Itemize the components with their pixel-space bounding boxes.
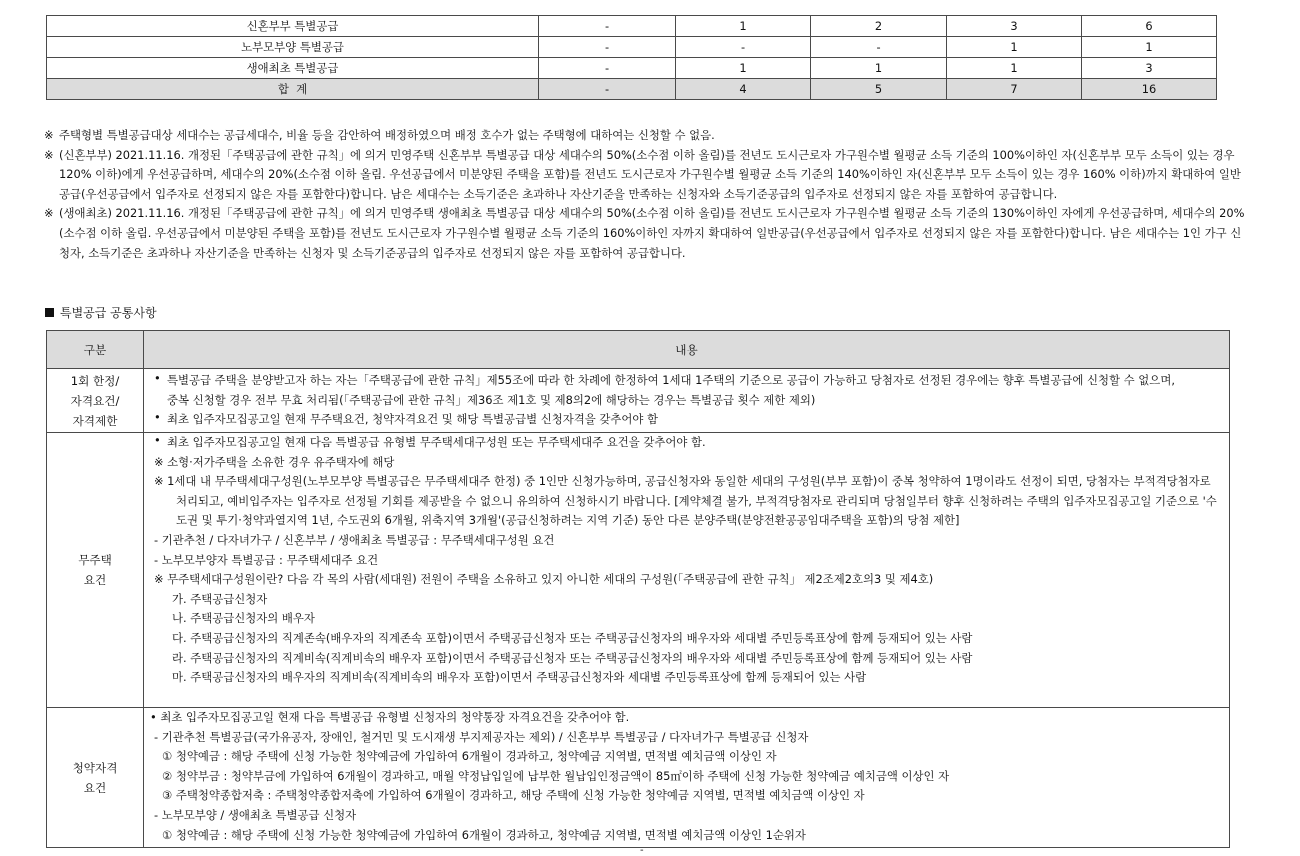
note-mark: ※: [44, 147, 54, 162]
table-cell: 4: [676, 79, 811, 100]
dash-line: - 노부모부양자 특별공급 : 무주택세대주 요건: [154, 552, 379, 567]
bullet-text: 특별공급 주택을 분양받고자 하는 자는「주택공급에 관한 규칙」제55조에 따라 한 차례에 한정하여 1세대 1주택의 기준으로 공급이 가능하고 당첨자로 선정된 경우에는 향후 특별공급에 신청할 수 없으며, 중복 신청할 경우 전부 무효 처리됨(「주택공급에 관한 규칙」제36조 제1호 및 제8의2에 해당하는 경우는 특별공급 횟수 제한 제외): [167, 373, 1175, 407]
table-cell: -: [811, 37, 947, 58]
row-label: 생애최초 특별공급: [47, 58, 539, 79]
square-bullet-icon: [45, 308, 54, 317]
category-line: 요건: [83, 573, 107, 587]
list-item: 나. 주택공급신청자의 배우자: [172, 611, 315, 626]
note-line: ※ 무주택세대구성원이란? 다음 각 목의 사람(세대원) 전원이 주택을 소유하고 있지 아니한 세대의 구성원(「주택공급에 관한 규칙」 제2조제2호의3 및 제4호): [154, 572, 934, 587]
category-cell: [47, 708, 144, 848]
list-item: 라. 주택공급신청자의 직계비속(직계비속의 배우자 포함)이면서 주택공급신청자 또는 주택공급신청자의 배우자와 세대별 주민등록표상에 함께 등재되어 있는 사람: [172, 650, 973, 665]
category-cell: [47, 369, 144, 433]
category-line: 자격제한: [72, 413, 118, 428]
note-newlywed: [44, 146, 1249, 205]
note-hanging: [154, 472, 1229, 531]
bullet-icon: •: [154, 433, 161, 447]
bullet-icon: •: [154, 410, 161, 425]
note-text: 주택형별 특별공급대상 세대수는 공급세대수, 비율 등을 감안하여 배정하였으며 배정 호수가 없는 주택형에 대하여는 신청할 수 없음.: [59, 128, 715, 142]
row-homeless-requirement: [47, 433, 1230, 708]
content-cell: [144, 433, 1230, 708]
table-cell: 1: [1082, 37, 1217, 58]
note-line: ※ 소형·저가주택을 소유한 경우 유주택자에 해당: [154, 454, 395, 469]
column-header-category: 구분: [47, 331, 144, 369]
row-once-limit: [47, 369, 1230, 433]
dash-line: - 노부모부양 / 생애최초 특별공급 신청자: [154, 807, 357, 822]
table-row: [47, 37, 1217, 58]
table-cell: 1: [947, 37, 1082, 58]
category-line: 무주택: [78, 553, 112, 567]
table-cell: 16: [1082, 79, 1217, 100]
common-requirements-table: [46, 330, 1230, 848]
total-row: [47, 79, 1217, 100]
bullet-item: [154, 433, 1229, 453]
note-mark: ※: [44, 128, 54, 142]
list-item: 마. 주택공급신청자의 배우자의 직계비속(직계비속의 배우자 포함)이면서 주택공급신청자와 세대별 주민등록표상에 함께 등재되어 있는 사람: [172, 670, 867, 685]
note-mark: ※: [44, 206, 54, 221]
note-text: ※ 1세대 내 무주택세대구성원(노부모부양 특별공급은 무주택세대주 한정) 중 1인만 신청가능하며, 공급신청자와 동일한 세대의 구성원(부부 포함)이 중복 청약하여 1명이라도 선정이 되면, 당첨자는 부적격당첨자로 처리되고, 예비입주자는 입주자로 선정될 기회를 제공받을 수 없으니 유의하여 신청하시기 바랍니다. [계약체결 불가, 부적격당첨자로 관리되며 당첨일부터 향후 신청하려는 주택의 입주자모집공고일 기준으로 '수도권 및 투기·청약과열지역 1년, 수도권외 6개월, 위축지역 3개월'(공급신청하려는 지역 기준) 동안 다른 분양주택(분양전환공공임대주택을 포함)의 당첨 제한]: [154, 474, 1217, 528]
table-cell: -: [539, 16, 676, 37]
list-item: 다. 주택공급신청자의 직계존속(배우자의 직계존속 포함)이면서 주택공급신청자 또는 주택공급신청자의 배우자와 세대별 주민등록표상에 함께 등재되어 있는 사람: [172, 630, 973, 645]
section-heading: [45, 304, 157, 322]
row-subscription-requirement: [47, 708, 1230, 848]
category-cell: [47, 433, 144, 708]
table-cell: 1: [676, 58, 811, 79]
page-number: -: [640, 845, 644, 856]
supply-count-table: [46, 15, 1217, 100]
table-row: [47, 16, 1217, 37]
circled-item: ① 청약예금 : 해당 주택에 신청 가능한 청약예금에 가입하여 6개월이 경과하고, 청약예금 지역별, 면적별 예치금액 이상인 1순위자: [162, 827, 806, 842]
table-cell: 1: [811, 58, 947, 79]
circled-item: ① 청약예금 : 해당 주택에 신청 가능한 청약예금에 가입하여 6개월이 경과하고, 청약예금 지역별, 면적별 예치금액 이상인 자: [162, 749, 777, 764]
category-line: 1회 한정/: [70, 373, 120, 388]
column-header-content: 내용: [144, 331, 1230, 369]
bullet-text: 최초 입주자모집공고일 현재 다음 특별공급 유형별 무주택세대구성원 또는 무주택세대주 요건을 갖추어야 함.: [167, 435, 706, 449]
category-line: 청약자격: [72, 760, 118, 775]
table-cell: 2: [811, 16, 947, 37]
section-title: 특별공급 공통사항: [60, 306, 157, 320]
table-cell: 1: [947, 58, 1082, 79]
table-cell: -: [539, 79, 676, 100]
table-cell: 6: [1082, 16, 1217, 37]
dash-line: - 기관추천 특별공급(국가유공자, 장애인, 철거민 및 도시재생 부지제공자는 제외) / 신혼부부 특별공급 / 다자녀가구 특별공급 신청자: [154, 729, 809, 744]
note-text: (신혼부부) 2021.11.16. 개정된「주택공급에 관한 규칙」에 의거 민영주택 신혼부부 특별공급 대상 세대수의 50%(소수점 이하 올림)를 전년도 도시근로자 가구원수별 월평균 소득 기준의 100%이하인 자(신혼부부 모두 소득이 있는 경우 120% 이하)에게 우선공급하며, 세대수의 20%(소수점 이하 올림. 우선공급에서 미분양된 주택을 포함)를 전년도 도시근로자 가구원수별 월평균 소득 기준의 140%이하인 자(신혼부부 모두 소득이 있는 경우 160% 이하)까지 확대하여 일반공급(우선공급에서 입주자로 선정되지 않은 자를 포함한다)합니다. 남은 세대수는 소득기준은 초과하나 자산기준을 만족하는 신청자와 소득기준공급의 입주자로 선정되지 않은 자를 포함하여 공급합니다.: [59, 147, 1241, 201]
category-line: 자격요건/: [70, 393, 120, 408]
dash-line: - 기관추천 / 다자녀가구 / 신혼부부 / 생애최초 특별공급 : 무주택세대구성원 요건: [154, 532, 555, 547]
note-text: (생애최초) 2021.11.16. 개정된「주택공급에 관한 규칙」에 의거 민영주택 생애최초 특별공급 대상 세대수의 50%(소수점 이하 올림)를 전년도 도시근로자 가구원수별 월평균 소득 기준의 130%이하인 자에게 우선공급하며, 세대수의 20%(소수점 이하 올림. 우선공급에서 미분양된 주택을 포함)를 전년도 도시근로자 가구원수별 월평균 소득 기준의 160%이하인 자까지 확대하여 일반공급(우선공급에서 입주자로 선정되지 않은 자를 포함한다)합니다. 남은 세대수는 1인 가구 신청자, 소득기준은 초과하나 자산기준을 만족하는 신청자 및 소득기준공급의 입주자로 선정되지 않은 자를 포함하여 공급합니다.: [59, 206, 1245, 260]
bullet-item: [154, 371, 1229, 410]
table-cell: 3: [947, 16, 1082, 37]
table-cell: 7: [947, 79, 1082, 100]
list-item: 가. 주택공급신청자: [172, 591, 268, 606]
total-label: 합 계: [47, 79, 539, 100]
bullet-text: 최초 입주자모집공고일 현재 무주택요건, 청약자격요건 및 해당 특별공급별 신청자격을 갖추어야 함: [167, 412, 658, 427]
header-row: [47, 331, 1230, 369]
note-first-time: [44, 204, 1249, 263]
row-label: 노부모부양 특별공급: [47, 37, 539, 58]
bullet-line: • 최초 입주자모집공고일 현재 다음 특별공급 유형별 신청자의 청약통장 자격요건을 갖추어야 함.: [150, 710, 630, 724]
table-cell: -: [539, 58, 676, 79]
table-row: [47, 58, 1217, 79]
table-cell: 1: [676, 16, 811, 37]
circled-item: ② 청약부금 : 청약부금에 가입하여 6개월이 경과하고, 매월 약정납입일에 납부한 월납입인정금액이 85㎡이하 주택에 신청 가능한 청약예금 예치금액 이상인 자: [162, 768, 950, 783]
row-label: 신혼부부 특별공급: [47, 16, 539, 37]
bullet-icon: •: [154, 371, 161, 385]
table-cell: -: [676, 37, 811, 58]
content-cell: [144, 369, 1230, 433]
circled-item: ③ 주택청약종합저축 : 주택청약종합저축에 가입하여 6개월이 경과하고, 해당 주택에 신청 가능한 청약예금 지역별, 면적별 예치금액 이상인 자: [162, 788, 865, 803]
table-cell: 3: [1082, 58, 1217, 79]
bullet-item: [154, 410, 1229, 430]
note-allocation: [44, 126, 1249, 146]
notes-section: [44, 126, 1249, 263]
category-line: 요건: [83, 780, 107, 795]
table-cell: -: [539, 37, 676, 58]
content-cell: [144, 708, 1230, 848]
table-cell: 5: [811, 79, 947, 100]
